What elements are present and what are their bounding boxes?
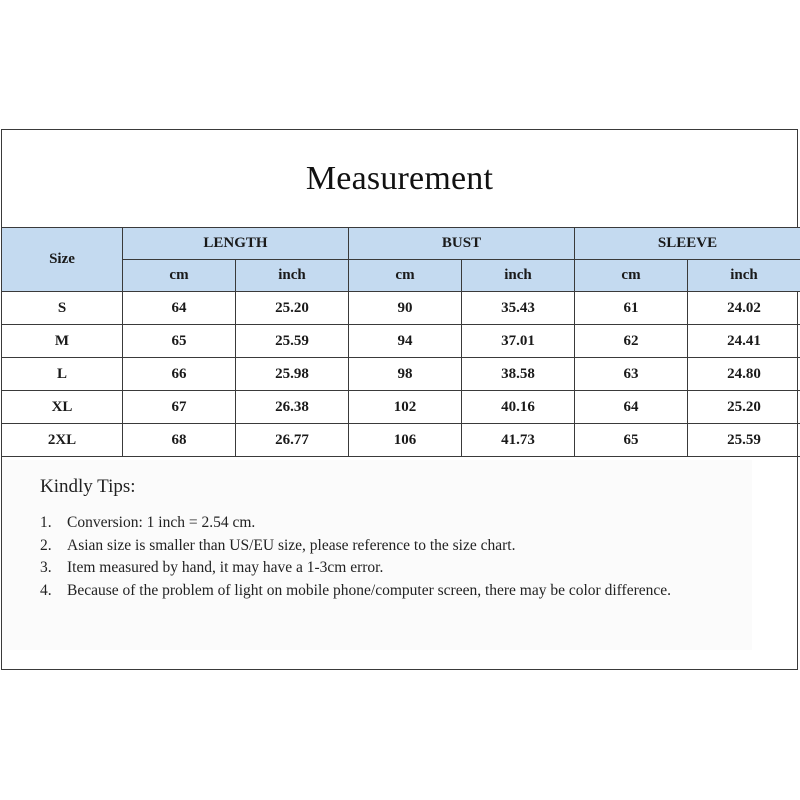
- value-cell: 25.59: [688, 424, 800, 457]
- list-item-number: 4.: [40, 581, 52, 599]
- unit-header: inch: [236, 260, 349, 292]
- value-cell: 24.41: [688, 325, 800, 358]
- value-cell: 90: [349, 292, 462, 325]
- group-header-length: LENGTH: [123, 228, 349, 260]
- size-cell: M: [2, 325, 123, 358]
- value-cell: 98: [349, 358, 462, 391]
- value-cell: 38.58: [462, 358, 575, 391]
- table-row: [2, 358, 800, 391]
- value-cell: 106: [349, 424, 462, 457]
- page-title: Measurement: [305, 160, 494, 197]
- value-cell: 68: [123, 424, 236, 457]
- list-item: [40, 557, 680, 580]
- tips-list: [40, 512, 680, 602]
- value-cell: 37.01: [462, 325, 575, 358]
- value-cell: 25.98: [236, 358, 349, 391]
- tips-title: Kindly Tips:: [40, 476, 136, 497]
- measurement-card: [1, 129, 798, 670]
- value-cell: 65: [575, 424, 688, 457]
- value-cell: 41.73: [462, 424, 575, 457]
- value-cell: 26.38: [236, 391, 349, 424]
- size-cell: XL: [2, 391, 123, 424]
- list-item-text: Because of the problem of light on mobile phone/computer screen, there may be color difference.: [67, 581, 671, 599]
- list-item-text: Asian size is smaller than US/EU size, please reference to the size chart.: [67, 536, 516, 554]
- value-cell: 24.02: [688, 292, 800, 325]
- size-header: Size: [2, 228, 123, 292]
- value-cell: 102: [349, 391, 462, 424]
- list-item: [40, 512, 680, 535]
- group-header-bust: BUST: [349, 228, 575, 260]
- list-item-number: 3.: [40, 559, 52, 576]
- size-table: [1, 227, 800, 457]
- table-row: [2, 391, 800, 424]
- value-cell: 63: [575, 358, 688, 391]
- value-cell: 67: [123, 391, 236, 424]
- list-item-text: Conversion: 1 inch = 2.54 cm.: [67, 514, 256, 531]
- table-row: [2, 325, 800, 358]
- value-cell: 25.20: [688, 391, 800, 424]
- size-cell: L: [2, 358, 123, 391]
- value-cell: 62: [575, 325, 688, 358]
- unit-header: cm: [349, 260, 462, 292]
- value-cell: 61: [575, 292, 688, 325]
- value-cell: 25.59: [236, 325, 349, 358]
- list-item-number: 1.: [40, 514, 52, 531]
- value-cell: 24.80: [688, 358, 800, 391]
- list-item-text: Item measured by hand, it may have a 1-3cm error.: [67, 559, 384, 576]
- tips-section: [2, 460, 752, 650]
- table-row: [2, 292, 800, 325]
- value-cell: 26.77: [236, 424, 349, 457]
- unit-header: cm: [575, 260, 688, 292]
- size-cell: S: [2, 292, 123, 325]
- value-cell: 66: [123, 358, 236, 391]
- list-item-number: 2.: [40, 536, 52, 554]
- table-row: [2, 424, 800, 457]
- group-header-sleeve: SLEEVE: [575, 228, 800, 260]
- value-cell: 65: [123, 325, 236, 358]
- value-cell: 64: [575, 391, 688, 424]
- size-cell: 2XL: [2, 424, 123, 457]
- value-cell: 25.20: [236, 292, 349, 325]
- value-cell: 64: [123, 292, 236, 325]
- unit-header: inch: [462, 260, 575, 292]
- list-item: [40, 535, 680, 558]
- value-cell: 35.43: [462, 292, 575, 325]
- unit-header: inch: [688, 260, 800, 292]
- value-cell: 94: [349, 325, 462, 358]
- value-cell: 40.16: [462, 391, 575, 424]
- unit-header: cm: [123, 260, 236, 292]
- list-item: [40, 580, 680, 603]
